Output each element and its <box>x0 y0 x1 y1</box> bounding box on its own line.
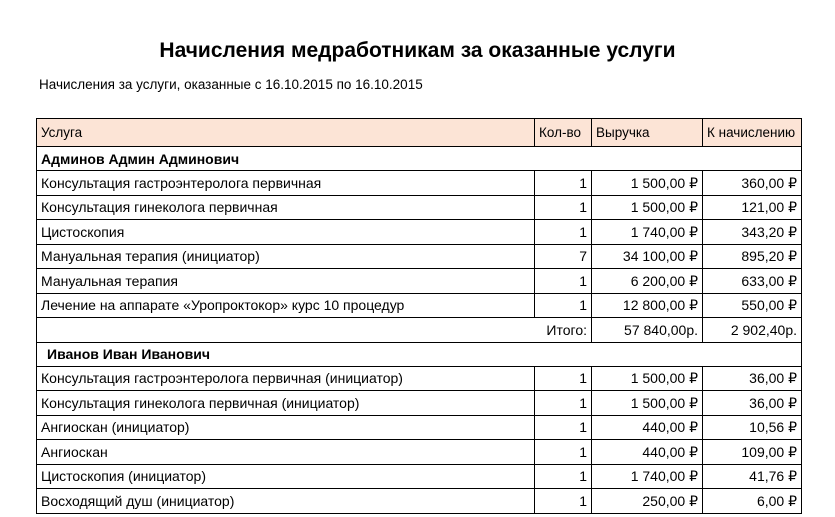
qty-cell: 1 <box>535 293 592 318</box>
table-row <box>37 269 802 294</box>
revenue-cell: 440,00 ₽ <box>592 415 703 440</box>
service-cell: Консультация гинеколога первичная (инициатор) <box>37 391 535 416</box>
accrual-cell: 10,56 ₽ <box>703 415 802 440</box>
report-period: Начисления за услуги, оказанные с 16.10.2015 по 16.10.2015 <box>39 77 423 92</box>
total-row <box>37 318 802 343</box>
revenue-cell: 440,00 ₽ <box>592 440 703 465</box>
accrual-cell: 360,00 ₽ <box>703 171 802 196</box>
accrual-cell: 121,00 ₽ <box>703 195 802 220</box>
service-cell: Ангиоскан <box>37 440 535 465</box>
qty-cell: 1 <box>535 195 592 220</box>
accrual-cell: 633,00 ₽ <box>703 269 802 294</box>
table-row <box>37 195 802 220</box>
accrual-cell: 550,00 ₽ <box>703 293 802 318</box>
qty-cell: 1 <box>535 489 592 514</box>
employee-name: Иванов Иван Иванович <box>37 342 802 366</box>
total-accrual: 2 902,40р. <box>703 318 802 343</box>
service-cell: Мануальная терапия (инициатор) <box>37 244 535 269</box>
accruals-table-body <box>37 119 802 514</box>
accrual-cell: 343,20 ₽ <box>703 220 802 245</box>
table-row <box>37 489 802 514</box>
service-cell: Цистоскопия <box>37 220 535 245</box>
revenue-cell: 1 500,00 ₽ <box>592 391 703 416</box>
accrual-cell: 41,76 ₽ <box>703 464 802 489</box>
service-cell: Консультация гинеколога первичная <box>37 195 535 220</box>
revenue-cell: 12 800,00 ₽ <box>592 293 703 318</box>
qty-cell: 1 <box>535 269 592 294</box>
revenue-cell: 6 200,00 ₽ <box>592 269 703 294</box>
qty-cell: 1 <box>535 220 592 245</box>
service-cell: Мануальная терапия <box>37 269 535 294</box>
service-cell: Лечение на аппарате «Уропроктокор» курс 10 процедур <box>37 293 535 318</box>
service-cell: Консультация гастроэнтеролога первичная (инициатор) <box>37 366 535 391</box>
accrual-cell: 36,00 ₽ <box>703 366 802 391</box>
qty-cell: 1 <box>535 415 592 440</box>
table-row <box>37 415 802 440</box>
employee-name: Админов Админ Админович <box>37 147 802 171</box>
table-row <box>37 440 802 465</box>
column-header-qty: Кол-во <box>535 119 592 147</box>
table-row <box>37 366 802 391</box>
qty-cell: 1 <box>535 391 592 416</box>
revenue-cell: 34 100,00 ₽ <box>592 244 703 269</box>
revenue-cell: 1 740,00 ₽ <box>592 464 703 489</box>
revenue-cell: 1 500,00 ₽ <box>592 366 703 391</box>
employee-group-row <box>37 147 802 171</box>
accrual-cell: 36,00 ₽ <box>703 391 802 416</box>
total-label: Итого: <box>37 318 592 343</box>
revenue-cell: 250,00 ₽ <box>592 489 703 514</box>
qty-cell: 7 <box>535 244 592 269</box>
qty-cell: 1 <box>535 464 592 489</box>
service-cell: Ангиоскан (инициатор) <box>37 415 535 440</box>
column-header-revenue: Выручка <box>592 119 703 147</box>
table-header <box>37 119 802 147</box>
revenue-cell: 1 500,00 ₽ <box>592 195 703 220</box>
page-title: Начисления медработникам за оказанные услуги <box>159 39 676 62</box>
accrual-cell: 6,00 ₽ <box>703 489 802 514</box>
table-row <box>37 464 802 489</box>
qty-cell: 1 <box>535 366 592 391</box>
qty-cell: 1 <box>535 171 592 196</box>
table-row <box>37 293 802 318</box>
column-header-accrual: К начислению <box>703 119 802 147</box>
service-cell: Консультация гастроэнтеролога первичная <box>37 171 535 196</box>
employee-group-row <box>37 342 802 366</box>
qty-cell: 1 <box>535 440 592 465</box>
accrual-cell: 109,00 ₽ <box>703 440 802 465</box>
table-row <box>37 171 802 196</box>
table-row <box>37 244 802 269</box>
column-header-service: Услуга <box>37 119 535 147</box>
accruals-table <box>36 118 802 514</box>
total-revenue: 57 840,00р. <box>592 318 703 343</box>
accrual-cell: 895,20 ₽ <box>703 244 802 269</box>
table-row <box>37 391 802 416</box>
service-cell: Цистоскопия (инициатор) <box>37 464 535 489</box>
table-row <box>37 220 802 245</box>
revenue-cell: 1 740,00 ₽ <box>592 220 703 245</box>
revenue-cell: 1 500,00 ₽ <box>592 171 703 196</box>
service-cell: Восходящий душ (инициатор) <box>37 489 535 514</box>
